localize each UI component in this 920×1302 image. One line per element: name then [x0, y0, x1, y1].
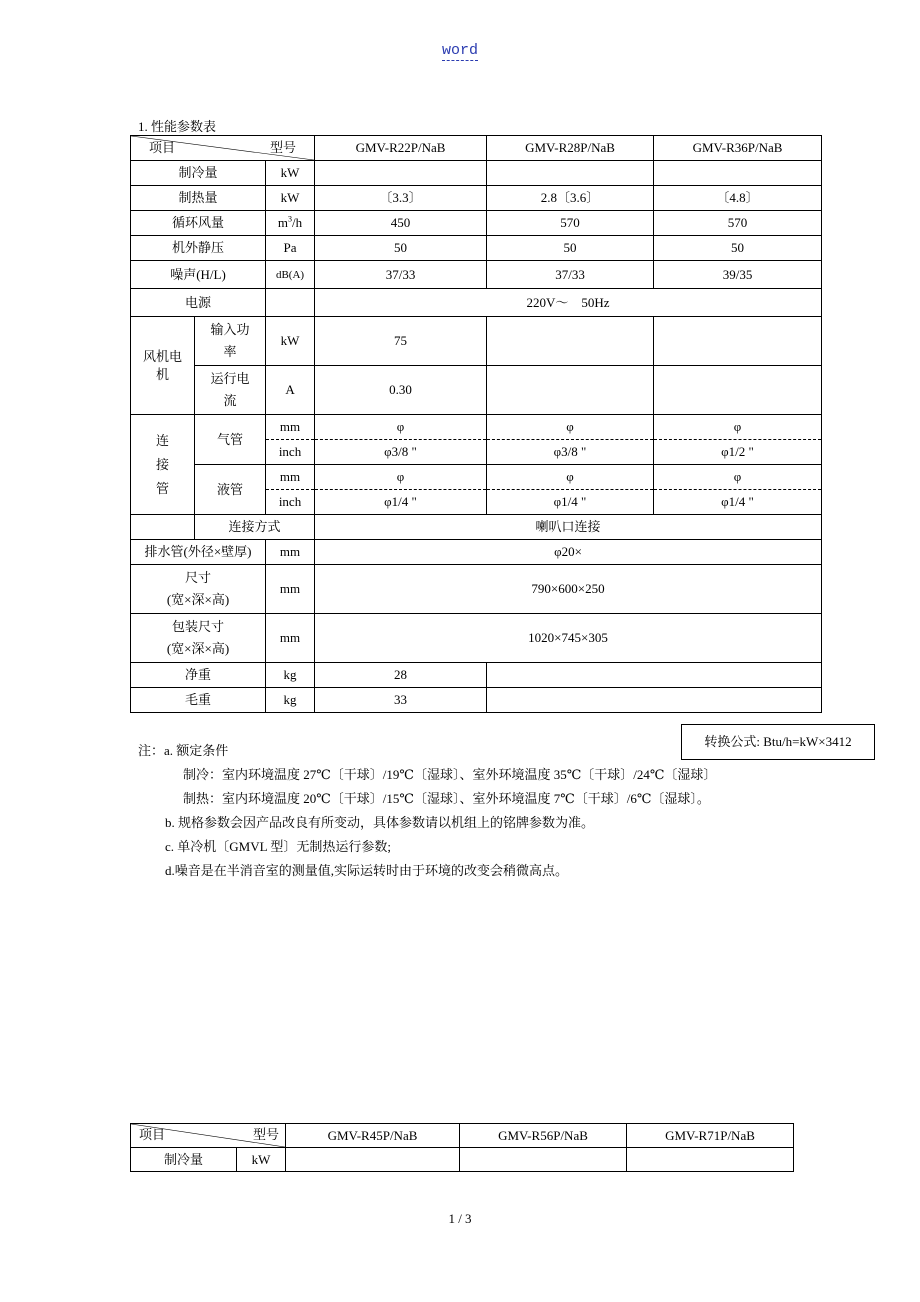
value-cell: 33: [315, 688, 487, 713]
corner-label-model: 型号: [252, 1127, 279, 1142]
unit-cell: A: [266, 366, 315, 415]
note-b: b. 规格参数会因产品改良有所变动，具体参数请以机组上的铭牌参数为准。: [165, 815, 595, 830]
unit-cell: kg: [266, 688, 315, 713]
table-header-row: [131, 1124, 794, 1148]
notes: [138, 739, 716, 883]
table-row: [131, 211, 822, 236]
sub-label: 运行电 流: [195, 366, 266, 415]
table-row: [131, 614, 822, 663]
value-cell: [487, 317, 654, 366]
row-label: 制冷量: [131, 161, 266, 186]
corner-label-model: 型号: [270, 140, 297, 155]
corner-label-item: 项目: [149, 140, 176, 155]
unit-cell: kW: [266, 161, 315, 186]
row-label: 制热量: [131, 186, 266, 211]
model-header: GMV-R28P/NaB: [487, 136, 654, 161]
unit-cell: mm: [266, 465, 315, 490]
value-cell: φ1/4 ": [654, 490, 822, 515]
unit-cell: dB(A): [266, 261, 315, 289]
unit-cell: kW: [237, 1148, 286, 1172]
value-cell: 〔3.3〕: [315, 186, 487, 211]
value-cell: 220V～ 50Hz: [315, 289, 822, 317]
model-header: GMV-R45P/NaB: [286, 1124, 460, 1148]
row-label: 净重: [131, 663, 266, 688]
row-label: 包装尺寸 (宽×深×高): [131, 614, 266, 663]
value-cell: 39/35: [654, 261, 822, 289]
table-row: [131, 565, 822, 614]
corner-header-cell: [131, 1124, 286, 1148]
connection-pipe-label: 连 接 管: [131, 415, 195, 515]
value-cell: φ3/8 ": [315, 440, 487, 465]
row-label: 制冷量: [131, 1148, 237, 1172]
value-cell: 1020×745×305: [315, 614, 822, 663]
row-label: 排水管(外径×壁厚): [131, 540, 266, 565]
unit-cell: inch: [266, 490, 315, 515]
value-cell: 2.8〔3.6〕: [487, 186, 654, 211]
note-a-heating: 制热：室内环境温度 20℃〔干球〕/15℃〔湿球〕、室外环境温度 7℃〔干球〕/6℃〔湿球〕。: [183, 791, 710, 806]
value-cell: [654, 317, 822, 366]
value-cell: φ20×: [315, 540, 822, 565]
performance-parameters-table-2: [130, 1123, 794, 1172]
row-label: 循环风量: [131, 211, 266, 236]
table-row: [131, 317, 822, 366]
unit-cell: $m^3/h$: [266, 211, 315, 236]
row-label: 毛重: [131, 688, 266, 713]
unit-cell: kW: [266, 317, 315, 366]
value-cell: φ1/4 ": [487, 490, 654, 515]
unit-cell: mm: [266, 540, 315, 565]
gas-pipe-label: 气管: [195, 415, 266, 465]
row-label: 噪声(H/L): [131, 261, 266, 289]
value-cell: [487, 366, 654, 415]
table-row: [131, 415, 822, 440]
table-row: [131, 540, 822, 565]
unit-cell: [266, 289, 315, 317]
sub-label: 输入功 率: [195, 317, 266, 366]
table-row: [131, 465, 822, 490]
model-header: GMV-R71P/NaB: [627, 1124, 794, 1148]
unit-cell: inch: [266, 440, 315, 465]
table-row: [131, 515, 822, 540]
table-row: [131, 289, 822, 317]
value-cell: 喇叭口连接: [315, 515, 822, 540]
value-cell: [654, 366, 822, 415]
unit-cell: mm: [266, 565, 315, 614]
value-cell: 50: [487, 236, 654, 261]
unit-cell: kg: [266, 663, 315, 688]
model-header: GMV-R56P/NaB: [460, 1124, 627, 1148]
value-cell: 570: [654, 211, 822, 236]
value-cell: φ: [654, 415, 822, 440]
row-label: 尺寸 (宽×深×高): [131, 565, 266, 614]
corner-label-item: 项目: [139, 1127, 166, 1142]
unit-cell: kW: [266, 186, 315, 211]
value-cell: 50: [654, 236, 822, 261]
value-cell: [460, 1148, 627, 1172]
model-header: GMV-R22P/NaB: [315, 136, 487, 161]
value-cell: [654, 161, 822, 186]
value-cell: 75: [315, 317, 487, 366]
performance-parameters-table: [130, 135, 822, 713]
value-cell: 37/33: [315, 261, 487, 289]
value-cell: φ: [315, 465, 487, 490]
table-row: [131, 161, 822, 186]
conversion-formula-box: 转换公式: Btu/h=kW×3412: [681, 724, 875, 760]
row-label: 连接方式: [195, 515, 315, 540]
value-cell: [487, 161, 654, 186]
table-row: [131, 663, 822, 688]
value-cell: φ1/2 ": [654, 440, 822, 465]
page-number: 1 / 3: [448, 1211, 472, 1226]
value-cell: 790×600×250: [315, 565, 822, 614]
table-row: [131, 261, 822, 289]
note-a-cooling: 制冷：室内环境温度 27℃〔干球〕/19℃〔湿球〕、室外环境温度 35℃〔干球〕/24℃〔湿球〕: [183, 767, 717, 782]
table-row: [131, 186, 822, 211]
value-cell: φ: [487, 465, 654, 490]
unit-cell: Pa: [266, 236, 315, 261]
value-cell: φ: [487, 415, 654, 440]
row-label: 电源: [131, 289, 266, 317]
value-cell: [627, 1148, 794, 1172]
unit-cell: mm: [266, 614, 315, 663]
note-a-title: 注：a. 额定条件: [138, 743, 229, 758]
unit-cell: mm: [266, 415, 315, 440]
blank-cell: [131, 515, 195, 540]
value-cell: [315, 161, 487, 186]
note-c: c. 单冷机〔GMVL 型〕无制热运行参数;: [165, 839, 391, 854]
value-cell: 450: [315, 211, 487, 236]
model-header: GMV-R36P/NaB: [654, 136, 822, 161]
note-d: d.噪音是在半消音室的测量值,实际运转时由于环境的改变会稍微高点。: [165, 863, 569, 878]
value-cell: φ3/8 ": [487, 440, 654, 465]
liquid-pipe-label: 液管: [195, 465, 266, 515]
table-header-row: [131, 136, 822, 161]
table-row: [131, 366, 822, 415]
value-cell: [487, 663, 822, 688]
value-cell: [487, 688, 822, 713]
section-title: 1. 性能参数表: [138, 119, 217, 134]
value-cell: 570: [487, 211, 654, 236]
value-cell: [286, 1148, 460, 1172]
header-word-link[interactable]: word: [441, 42, 478, 59]
value-cell: φ: [315, 415, 487, 440]
table-row: [131, 688, 822, 713]
value-cell: 〔4.8〕: [654, 186, 822, 211]
value-cell: 50: [315, 236, 487, 261]
table-row: [131, 236, 822, 261]
value-cell: φ1/4 ": [315, 490, 487, 515]
value-cell: 37/33: [487, 261, 654, 289]
row-label: 机外静压: [131, 236, 266, 261]
value-cell: 28: [315, 663, 487, 688]
table-row: [131, 1148, 794, 1172]
value-cell: φ: [654, 465, 822, 490]
corner-header-cell: [131, 136, 315, 161]
fan-motor-label: 风机电 机: [131, 317, 195, 415]
value-cell: 0.30: [315, 366, 487, 415]
